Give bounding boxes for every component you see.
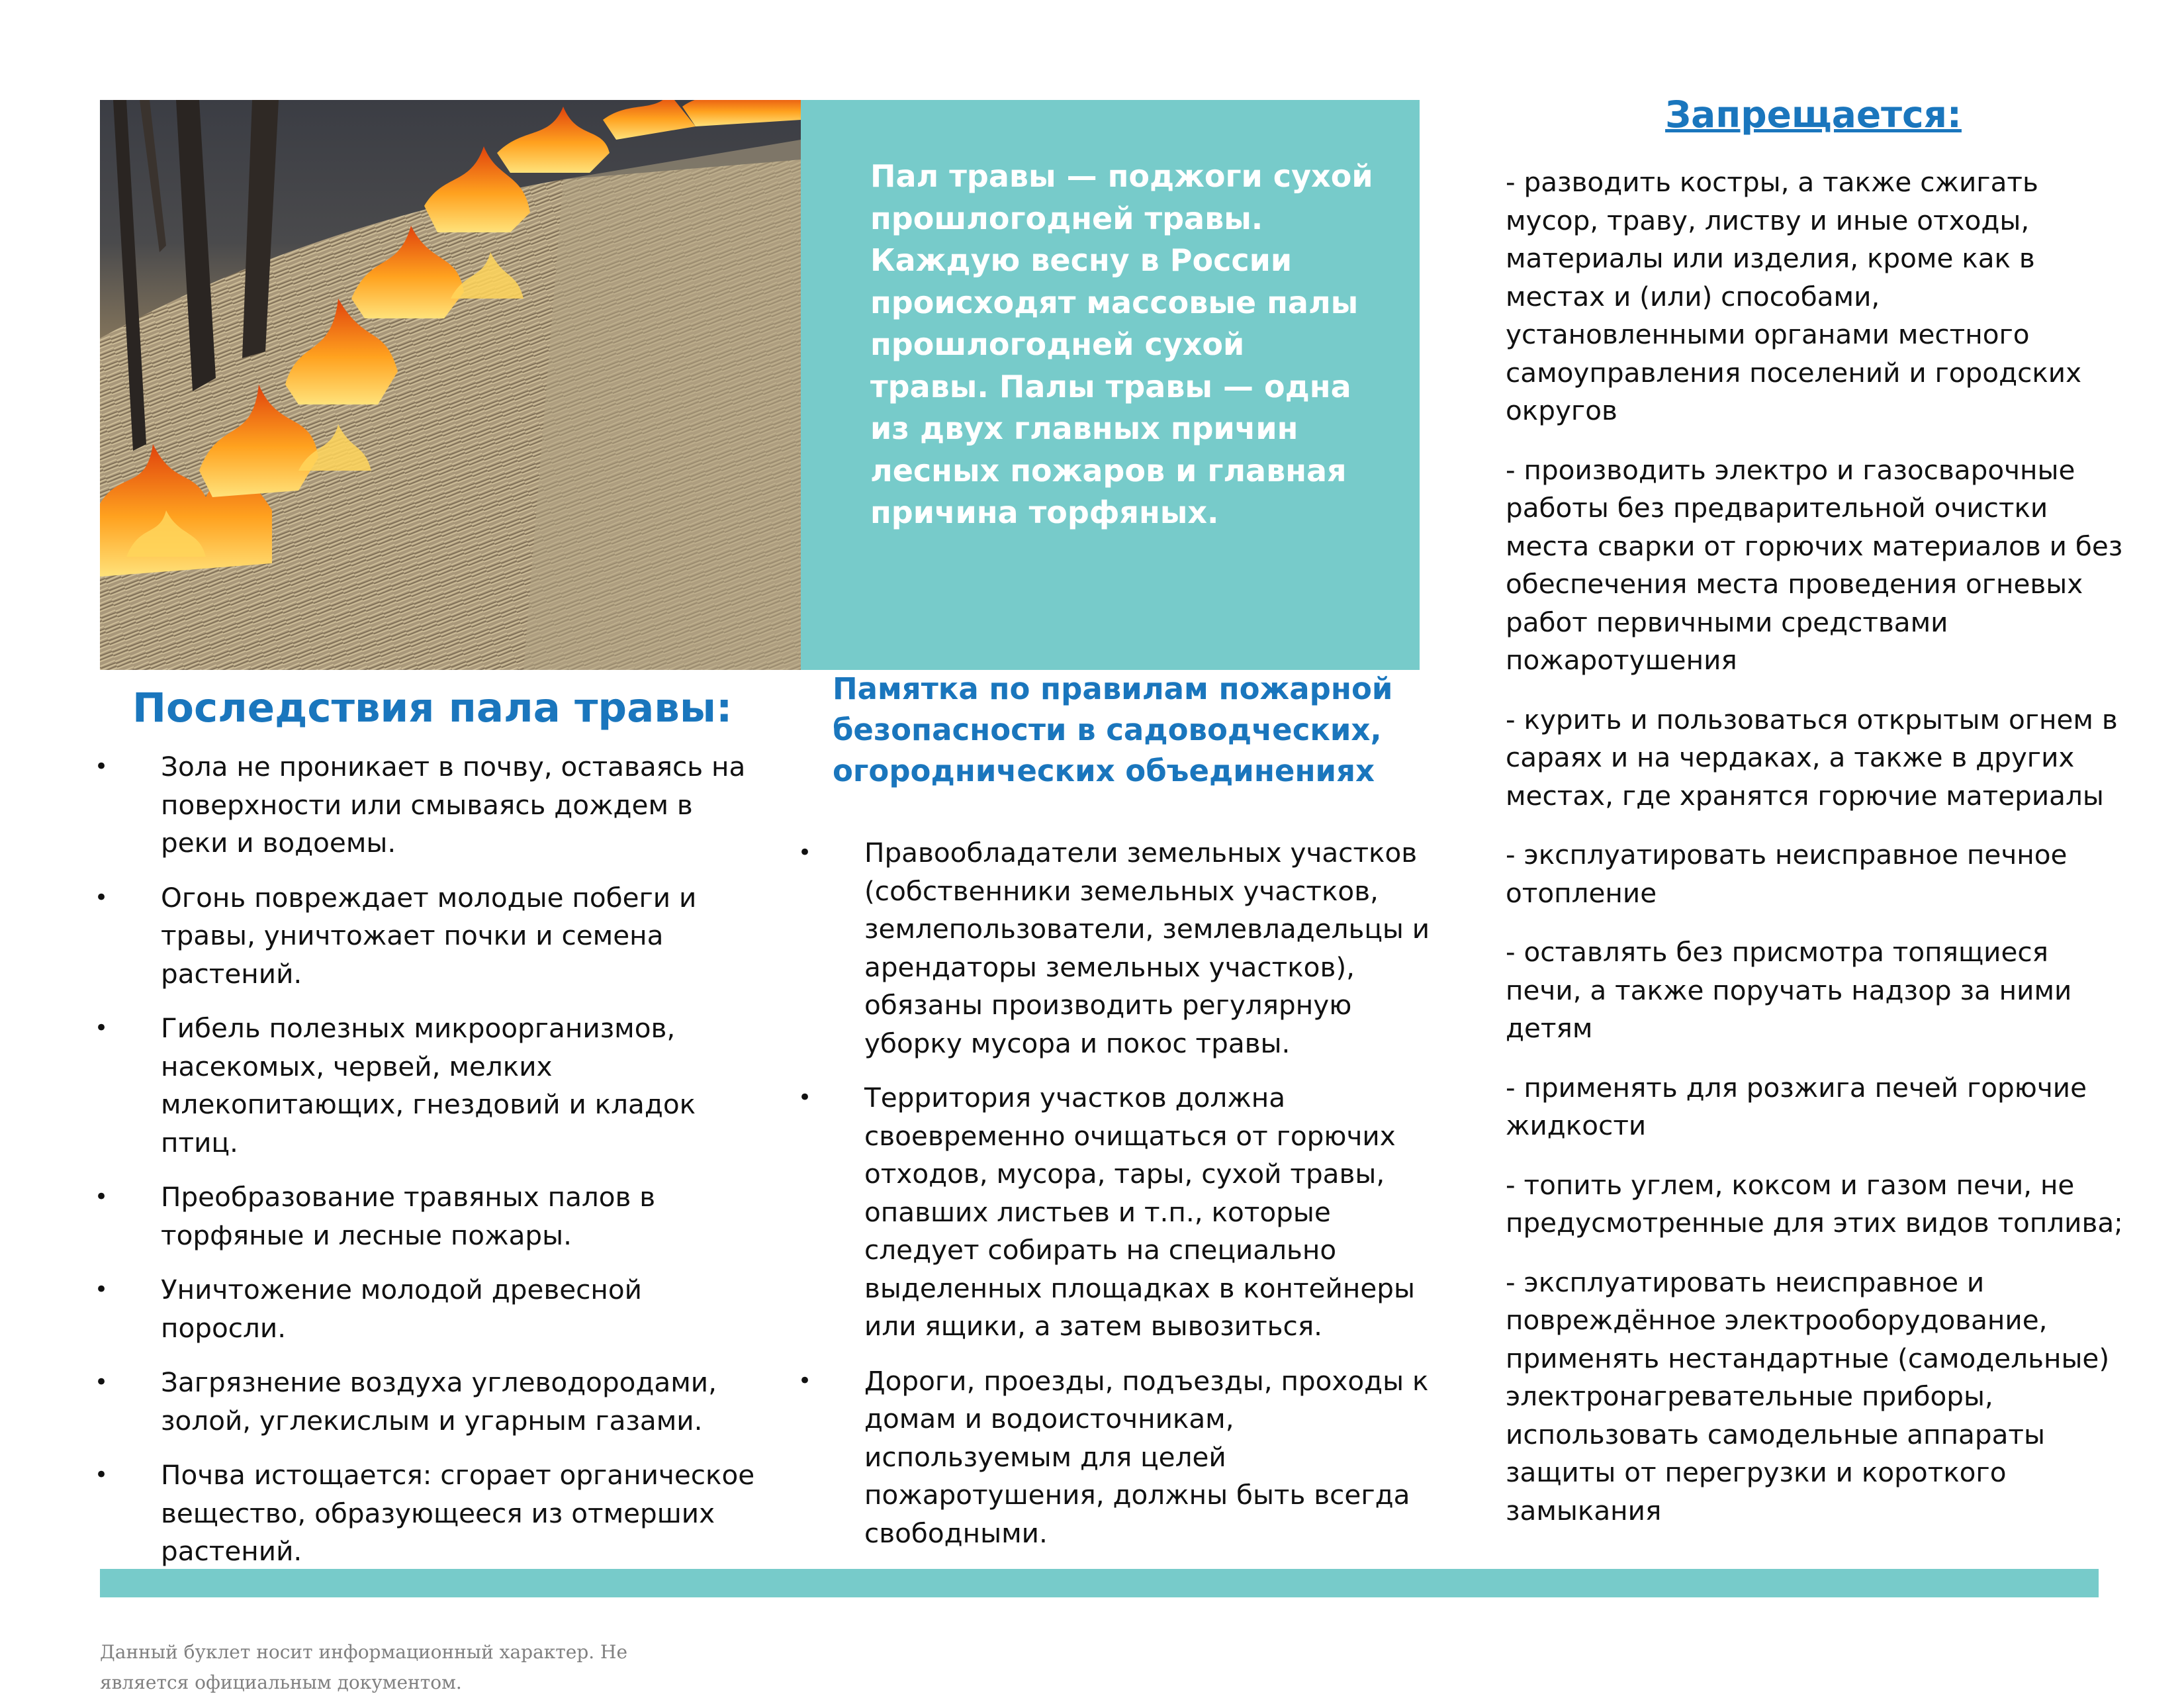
list-item: • Преобразование травяных палов в торфяные и лесные пожары. (95, 1178, 756, 1254)
bullet-icon: • (95, 1369, 109, 1395)
bullet-icon: • (95, 1015, 109, 1041)
grass-fire-icon (100, 100, 801, 670)
consequences-heading: Последствия пала травы: (132, 684, 733, 731)
bullet-icon: • (798, 1367, 812, 1394)
list-item: • Огонь повреждает молодые побеги и травы, уничтожает почки и семена растений. (95, 879, 756, 994)
prohibited-item: - эксплуатировать неисправное печное отопление (1506, 839, 2068, 909)
prohibited-item: - производить электро и газосварочные работы без предварительной очистки места сварки от горючих материалов и без обеспечения места проведения огневых работ первичными средствами пожаротушения (1506, 453, 2123, 676)
memo-heading: Памятка по правилам пожарной безопасности в садоводческих, огороднических объединениях (833, 671, 1393, 788)
bullet-icon: • (95, 1462, 109, 1488)
prohibited-item: - эксплуатировать неисправное и повреждённое электрооборудование, применять нестандартные (самодельные) электронагревательные приборы, использовать самодельные аппараты защиты от перегрузки и короткого замыкания (1506, 1266, 2110, 1527)
list-item: • Дороги, проезды, подъезды, проходы к домам и водоисточникам, используемым для целей пожаротушения, должны быть всегда свободными. (798, 1362, 1433, 1553)
bullet-icon: • (95, 1184, 109, 1210)
bullet-icon: • (95, 1276, 109, 1303)
list-item: • Уничтожение молодой древесной поросли. (95, 1271, 756, 1347)
bullet-icon: • (95, 884, 109, 911)
prohibited-list (1506, 164, 2124, 1551)
prohibited-item: - разводить костры, а также сжигать мусор, траву, листву и иные отходы, материалы или изделия, кроме как в местах и (или) способами, установленными органами местного самоуправления поселений и городских округов (1506, 166, 2082, 426)
prohibited-item: - оставлять без присмотра топящиеся печи, а также поручать надзор за ними детям (1506, 936, 2072, 1044)
list-item: • Правообладатели земельных участков (собственники земельных участков, землепользователи, землевладельцы и арендаторы земельных участков), обязаны производить регулярную уборку мусора и покос травы. (798, 834, 1433, 1062)
list-item: • Почва истощается: сгорает органическое вещество, образующееся из отмерших растений. (95, 1456, 756, 1571)
footer-divider (100, 1569, 2099, 1597)
prohibited-heading: Запрещается: (1665, 93, 1962, 136)
bullet-icon: • (798, 839, 812, 866)
intro-panel (801, 100, 1420, 670)
list-item: • Гибель полезных микроорганизмов, насекомых, червей, мелких млекопитающих, гнездовий и кладок птиц. (95, 1010, 756, 1162)
consequences-list (95, 748, 756, 1587)
prohibited-item: - курить и пользоваться открытым огнем в сараях и на чердаках, а также в других местах, где хранятся горючие материалы (1506, 703, 2118, 812)
list-item: • Зола не проникает в почву, оставаясь на поверхности или смываясь дождем в реки и водоемы. (95, 748, 756, 863)
list-item: • Территория участков должна своевременно очищаться от горючих отходов, мусора, тары, сухой травы, опавших листьев и т.п., которые следует собирать на специально выделенных площадках в контейнеры или ящики, а затем вывозиться. (798, 1079, 1433, 1346)
list-item: • Загрязнение воздуха углеводородами, золой, углекислым и угарным газами. (95, 1364, 756, 1440)
bullet-icon: • (95, 753, 109, 780)
disclaimer-text: Данный буклет носит информационный характер. Не является официальным документом. (100, 1641, 628, 1693)
grass-fire-photo (100, 100, 801, 670)
intro-text: Пал травы — поджоги сухой прошлогодней травы. Каждую весну в России происходят массовые палы прошлогодней сухой травы. Палы травы — одна из двух главных причин лесных пожаров и главная причина торфяных. (870, 158, 1373, 530)
prohibited-item: - топить углем, коксом и газом печи, не предусмотренные для этих видов топлива; (1506, 1168, 2123, 1239)
bullet-icon: • (798, 1084, 812, 1111)
prohibited-item: - применять для розжига печей горючие жидкости (1506, 1071, 2087, 1141)
rules-list (798, 834, 1433, 1569)
